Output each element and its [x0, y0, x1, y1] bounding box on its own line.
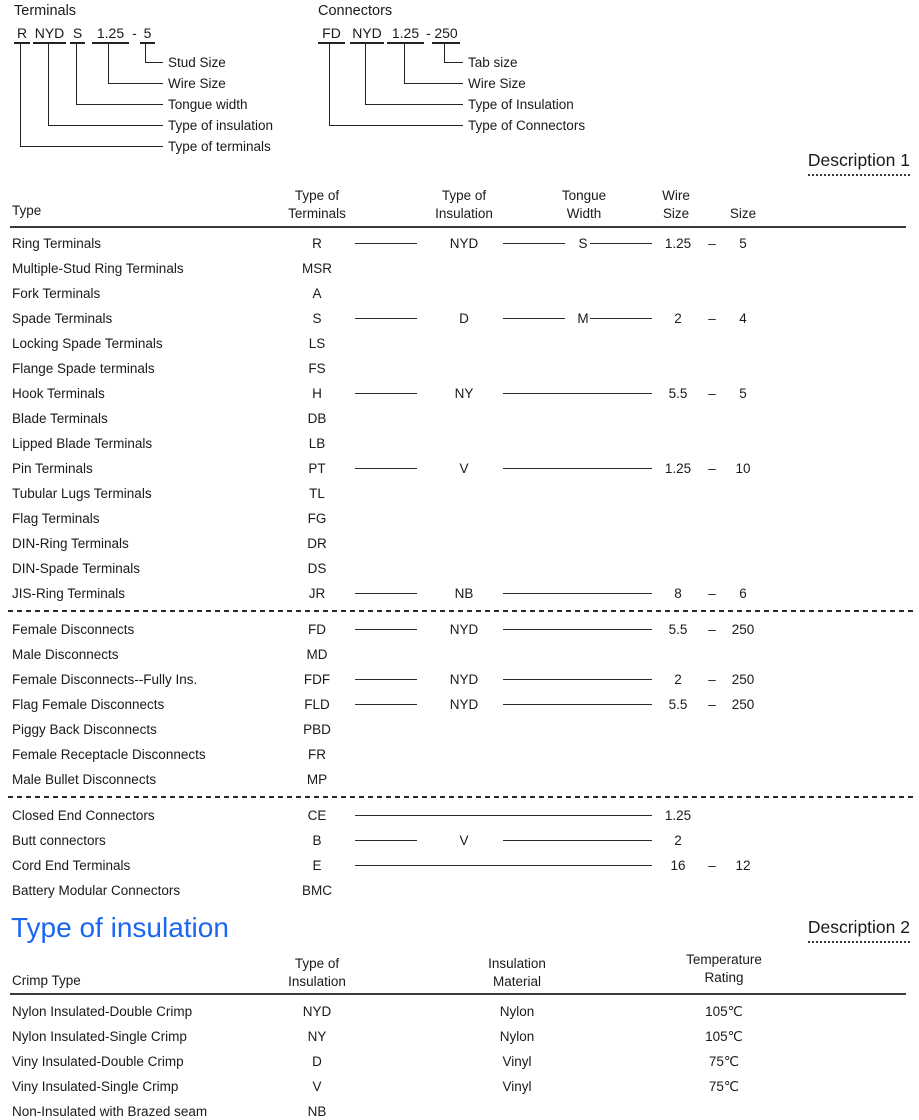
table-row — [0, 767, 919, 792]
row-type-label: Tubular Lugs Terminals — [12, 486, 152, 501]
row-temperature: 75℃ — [708, 1054, 740, 1069]
row-temperature: 105℃ — [705, 1004, 743, 1019]
row-material: Vinyl — [502, 1054, 532, 1069]
row-insulation-code: NY — [307, 1029, 327, 1044]
table-row — [0, 581, 919, 606]
table2-header-material-line2: Material — [492, 974, 541, 989]
row-terminal-code: A — [312, 286, 322, 301]
row-terminal-code: DB — [307, 411, 327, 426]
row-terminal-code: FG — [307, 511, 327, 526]
table-row — [0, 1099, 919, 1120]
diagram-label-tab-size: Tab size — [468, 55, 518, 70]
table-row — [0, 692, 919, 717]
row-insulation-code: V — [312, 1079, 322, 1094]
row-size-dash: – — [708, 858, 716, 873]
table2-header-insulation — [267, 955, 367, 991]
row-insulation-code: NY — [454, 386, 474, 401]
connector-line — [503, 629, 652, 630]
table2-rows — [0, 999, 919, 1120]
table1-header-wire — [629, 187, 723, 223]
table-row — [0, 481, 919, 506]
diagram-label-insulation-type: Type of insulation — [168, 118, 274, 133]
table-row — [0, 1024, 919, 1049]
connectors-code-hyphen: - — [426, 25, 431, 41]
row-terminal-code: R — [312, 236, 322, 251]
row-terminal-code: B — [312, 833, 322, 848]
connector-line — [329, 44, 463, 126]
connectors-code-insulation: NYD — [350, 25, 384, 44]
row-size-dash: – — [708, 697, 716, 712]
row-terminal-code: BMC — [302, 883, 332, 898]
row-size-dash: – — [708, 586, 716, 601]
connector-line — [355, 629, 417, 630]
connector-line — [590, 318, 652, 319]
table-row — [0, 1074, 919, 1099]
table1-header-size: Size — [729, 206, 757, 221]
row-type-label: Battery Modular Connectors — [12, 883, 181, 898]
row-stud-size: 250 — [731, 622, 755, 637]
terminals-code-tongue: S — [70, 25, 85, 44]
table-row — [0, 667, 919, 692]
diagram-label-stud-size: Stud Size — [168, 55, 226, 70]
terminals-code-stud: 5 — [140, 25, 155, 44]
row-terminal-code: JR — [308, 586, 326, 601]
row-type-label: Butt connectors — [12, 833, 106, 848]
table-row — [0, 878, 919, 903]
row-terminal-code: TL — [309, 486, 325, 501]
row-stud-size: 6 — [739, 586, 747, 601]
row-stud-size: 250 — [731, 697, 755, 712]
row-type-label: Blade Terminals — [12, 411, 108, 426]
table-row — [0, 456, 919, 481]
row-crimp-type: Viny Insulated-Double Crimp — [12, 1054, 184, 1069]
row-wire-size: 1.25 — [664, 808, 692, 823]
row-crimp-type: Viny Insulated-Single Crimp — [12, 1079, 179, 1094]
row-tongue-code: S — [578, 236, 588, 251]
row-insulation-code: D — [312, 1054, 322, 1069]
table1-header-tongue — [534, 187, 634, 223]
row-terminal-code: LB — [308, 436, 326, 451]
row-size-dash: – — [708, 461, 716, 476]
connector-line — [355, 593, 417, 594]
connector-line — [503, 704, 652, 705]
connector-line — [355, 704, 417, 705]
table1-header-terminals — [267, 187, 367, 223]
table1-header-terminals-line2: Terminals — [288, 206, 346, 221]
terminals-code-wire: 1.25 — [92, 25, 129, 44]
row-insulation-code: NB — [307, 1104, 327, 1119]
table1-header-insulation-line2: Insulation — [435, 206, 493, 221]
row-terminal-code: FS — [308, 361, 326, 376]
row-wire-size: 8 — [674, 586, 682, 601]
row-terminal-code: FLD — [304, 697, 330, 712]
section2-title: Type of insulation — [11, 912, 229, 943]
table2-header-rule — [10, 993, 906, 995]
row-crimp-type: Non-Insulated with Brazed seam — [12, 1104, 208, 1119]
table1-header-tongue-line1: Tongue — [561, 188, 607, 203]
row-material: Nylon — [499, 1004, 535, 1019]
row-wire-size: 2 — [674, 833, 682, 848]
table1-rows — [0, 231, 919, 903]
row-type-label: Spade Terminals — [12, 311, 113, 326]
row-type-label: Female Disconnects — [12, 622, 135, 637]
row-wire-size: 5.5 — [668, 622, 688, 637]
row-wire-size: 5.5 — [668, 697, 688, 712]
row-type-label: Locking Spade Terminals — [12, 336, 163, 351]
row-type-label: JIS-Ring Terminals — [12, 586, 126, 601]
row-terminal-code: FD — [308, 622, 326, 637]
table-row — [0, 356, 919, 381]
row-temperature: 75℃ — [708, 1079, 740, 1094]
connectors-code-wire: 1.25 — [387, 25, 424, 44]
table-row — [0, 606, 919, 617]
table1-header-type: Type — [12, 203, 42, 218]
description-1-wrap — [700, 150, 910, 176]
table-row — [0, 642, 919, 667]
row-type-label: Cord End Terminals — [12, 858, 131, 873]
table2-header-crimp-type: Crimp Type — [12, 973, 81, 988]
row-insulation-code: NYD — [449, 672, 479, 687]
row-terminal-code: S — [312, 311, 322, 326]
row-type-label: Female Disconnects--Fully Ins. — [12, 672, 198, 687]
table-row — [0, 617, 919, 642]
row-type-label: Hook Terminals — [12, 386, 105, 401]
row-terminal-code: MD — [306, 647, 328, 662]
row-terminal-code: PT — [308, 461, 326, 476]
row-insulation-code: NYD — [449, 622, 479, 637]
row-type-label: Ring Terminals — [12, 236, 102, 251]
row-terminal-code: PBD — [303, 722, 331, 737]
connector-line — [20, 44, 163, 147]
row-terminal-code: MSR — [302, 261, 332, 276]
table1-header-rule — [10, 226, 906, 228]
table1-header-insulation-line1: Type of — [441, 188, 487, 203]
table1-header-terminals-line1: Type of — [294, 188, 340, 203]
row-size-dash: – — [708, 236, 716, 251]
row-insulation-code: NYD — [302, 1004, 332, 1019]
row-wire-size: 1.25 — [664, 461, 692, 476]
connectors-diagram-title: Connectors — [318, 3, 393, 19]
table2-header-temperature — [664, 951, 784, 987]
row-crimp-type: Nylon Insulated-Double Crimp — [12, 1004, 193, 1019]
row-terminal-code: E — [312, 858, 322, 873]
connector-line — [503, 840, 652, 841]
row-terminal-code: MP — [306, 772, 328, 787]
row-terminal-code: FR — [308, 747, 326, 762]
table2-header-material — [467, 955, 567, 991]
row-wire-size: 2 — [674, 672, 682, 687]
table2-header-insulation-line1: Type of — [294, 956, 340, 971]
row-type-label: Lipped Blade Terminals — [12, 436, 153, 451]
connector-line — [503, 679, 652, 680]
table2-header-temperature-line1: Temperature — [686, 952, 762, 967]
row-crimp-type: Nylon Insulated-Single Crimp — [12, 1029, 187, 1044]
table1-header-wire-line1: Wire — [662, 188, 690, 203]
table-row — [0, 1049, 919, 1074]
row-type-label: Closed End Connectors — [12, 808, 155, 823]
row-terminal-code: CE — [307, 808, 327, 823]
row-insulation-code: V — [459, 461, 469, 476]
row-wire-size: 2 — [674, 311, 682, 326]
table2-header-temperature-line2: Rating — [704, 970, 744, 985]
row-terminal-code: DS — [307, 561, 327, 576]
table-row — [0, 381, 919, 406]
row-type-label: Multiple-Stud Ring Terminals — [12, 261, 184, 276]
row-type-label: Male Disconnects — [12, 647, 119, 662]
table-row — [0, 231, 919, 256]
connector-line — [503, 468, 652, 469]
connector-line — [590, 243, 652, 244]
table-row — [0, 531, 919, 556]
terminals-code-hyphen: - — [132, 25, 137, 41]
connector-line — [503, 393, 652, 394]
connector-line — [355, 840, 417, 841]
description-1-tag: Description 1 — [808, 150, 910, 176]
row-size-dash: – — [708, 386, 716, 401]
diagram-label-wire-size: Wire Size — [168, 76, 226, 91]
table-row — [0, 717, 919, 742]
row-stud-size: 5 — [739, 386, 747, 401]
connectors-code-tab: 250 — [432, 25, 460, 44]
row-insulation-code: V — [459, 833, 469, 848]
table1-header-wire-line2: Size — [662, 206, 690, 221]
description-2-wrap — [700, 917, 910, 943]
row-type-label: Fork Terminals — [12, 286, 101, 301]
row-stud-size: 5 — [739, 236, 747, 251]
row-insulation-code: NB — [454, 586, 474, 601]
terminals-code-type: R — [14, 25, 30, 44]
row-terminal-code: DR — [307, 536, 327, 551]
connector-line — [355, 865, 652, 866]
table-row — [0, 406, 919, 431]
connector-line — [355, 393, 417, 394]
row-wire-size: 16 — [670, 858, 686, 873]
row-type-label: Flange Spade terminals — [12, 361, 155, 376]
table-row — [0, 803, 919, 828]
table-row — [0, 431, 919, 456]
row-type-label: Flag Female Disconnects — [12, 697, 165, 712]
table-row — [0, 331, 919, 356]
connector-line — [355, 468, 417, 469]
row-type-label: Flag Terminals — [12, 511, 100, 526]
table-row — [0, 828, 919, 853]
row-type-label: Male Bullet Disconnects — [12, 772, 157, 787]
diagram-label-insulation-type: Type of Insulation — [468, 97, 574, 112]
row-stud-size: 10 — [735, 461, 751, 476]
row-stud-size: 12 — [735, 858, 751, 873]
terminals-code-insulation: NYD — [33, 25, 66, 44]
connector-line — [355, 679, 417, 680]
row-material: Nylon — [499, 1029, 535, 1044]
connectors-code-type: FD — [318, 25, 345, 44]
table-row — [0, 256, 919, 281]
row-insulation-code: NYD — [449, 697, 479, 712]
connector-line — [503, 243, 565, 244]
table1-header-tongue-line2: Width — [566, 206, 602, 221]
connector-line — [355, 243, 417, 244]
row-type-label: Female Receptacle Disconnects — [12, 747, 206, 762]
row-terminal-code: LS — [308, 336, 326, 351]
table-row — [0, 281, 919, 306]
diagram-label-terminal-type: Type of terminals — [168, 139, 271, 154]
table-row — [0, 792, 919, 803]
row-material: Vinyl — [502, 1079, 532, 1094]
table-row — [0, 853, 919, 878]
connector-line — [503, 593, 652, 594]
row-insulation-code: NYD — [449, 236, 479, 251]
row-size-dash: – — [708, 311, 716, 326]
row-stud-size: 250 — [731, 672, 755, 687]
terminals-diagram-title: Terminals — [14, 3, 77, 19]
row-wire-size: 5.5 — [668, 386, 688, 401]
row-terminal-code: FDF — [303, 672, 331, 687]
row-insulation-code: D — [459, 311, 469, 326]
diagram-label-connector-type: Type of Connectors — [468, 118, 586, 133]
connector-line — [503, 318, 565, 319]
table2-header-insulation-line2: Insulation — [288, 974, 346, 989]
connector-line — [355, 815, 652, 816]
row-wire-size: 1.25 — [664, 236, 692, 251]
diagram-label-tongue-width: Tongue width — [168, 97, 248, 112]
table2-header-material-line1: Insulation — [488, 956, 546, 971]
row-terminal-code: H — [312, 386, 322, 401]
table-row — [0, 506, 919, 531]
row-type-label: Piggy Back Disconnects — [12, 722, 157, 737]
row-type-label: DIN-Ring Terminals — [12, 536, 129, 551]
table-row — [0, 556, 919, 581]
table-row — [0, 306, 919, 331]
row-type-label: DIN-Spade Terminals — [12, 561, 141, 576]
row-type-label: Pin Terminals — [12, 461, 93, 476]
row-temperature: 105℃ — [705, 1029, 743, 1044]
table-row — [0, 742, 919, 767]
row-tongue-code: M — [577, 311, 589, 326]
description-2-tag: Description 2 — [808, 917, 910, 943]
connector-line — [355, 318, 417, 319]
row-stud-size: 4 — [739, 311, 747, 326]
table1-header-insulation — [414, 187, 514, 223]
row-size-dash: – — [708, 672, 716, 687]
table-row — [0, 999, 919, 1024]
diagram-label-wire-size: Wire Size — [468, 76, 526, 91]
row-size-dash: – — [708, 622, 716, 637]
